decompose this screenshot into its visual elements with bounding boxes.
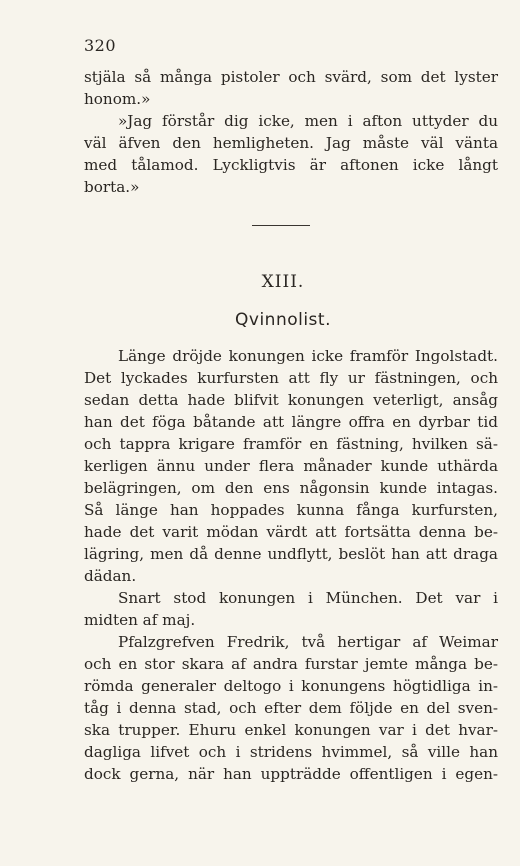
- text-line: och en stor skara af andra furstar jemte många be-: [84, 655, 498, 673]
- text-line: dock gerna, när han uppträdde offentligen i egen-: [84, 765, 498, 783]
- section-divider: [252, 225, 310, 226]
- text-line: han det föga båtande att längre offra en dyrbar tid: [84, 413, 498, 431]
- text-line: väl äfven den hemligheten. Jag måste väl vänta: [84, 134, 498, 152]
- paragraph-continued: [84, 66, 498, 110]
- book-page: [84, 36, 498, 785]
- text-line: »Jag förstår dig icke, men i afton uttyder du: [118, 112, 498, 130]
- paragraph-2: [84, 587, 498, 631]
- text-line: kerligen ännu under flera månader kunde uthärda: [84, 457, 498, 475]
- text-line: och tappra krigare framför en fästning, hvilken sä-: [84, 435, 498, 453]
- text-line: sedan detta hade blifvit konungen veterligt, ansåg: [84, 391, 498, 409]
- text-line: honom.»: [84, 90, 151, 108]
- text-line: belägringen, om den ens någonsin kunde intagas.: [84, 479, 498, 497]
- text-line: lägring, men då denne undflytt, beslöt han att draga: [84, 545, 498, 563]
- paragraph-reply: [84, 110, 498, 198]
- text-line: Snart stod konungen i München. Det var i: [118, 589, 498, 607]
- text-line: römda generaler deltogo i konungens högtidliga in-: [84, 677, 498, 695]
- text-line: ska trupper. Ehuru enkel konungen var i det hvar-: [84, 721, 498, 739]
- chapter-title: Qvinnolist.: [235, 310, 331, 330]
- text-line: Länge dröjde konungen icke framför Ingolstadt.: [118, 347, 498, 365]
- text-line: dädan.: [84, 567, 137, 585]
- text-line: Pfalzgrefven Fredrik, två hertigar af Weimar: [118, 633, 498, 651]
- text-line: borta.»: [84, 178, 140, 196]
- paragraph-1: [84, 345, 498, 587]
- text-line: dagliga lifvet och i stridens hvimmel, så ville han: [84, 743, 498, 761]
- text-line: med tålamod. Lyckligtvis är aftonen icke långt: [84, 156, 498, 174]
- text-line: midten af maj.: [84, 611, 196, 629]
- page-number: 320: [84, 36, 117, 55]
- text-line: Så länge han hoppades kunna fånga kurfursten,: [84, 501, 498, 519]
- paragraph-3: [84, 631, 498, 785]
- text-line: stjäla så många pistoler och svärd, som det lyster: [84, 68, 498, 86]
- text-line: hade det varit mödan värdt att fortsätta denna be-: [84, 523, 498, 541]
- text-line: Det lyckades kurfursten att fly ur fästningen, och: [84, 369, 498, 387]
- text-line: tåg i denna stad, och efter dem följde en del sven-: [84, 699, 498, 717]
- chapter-number: XIII.: [261, 272, 305, 292]
